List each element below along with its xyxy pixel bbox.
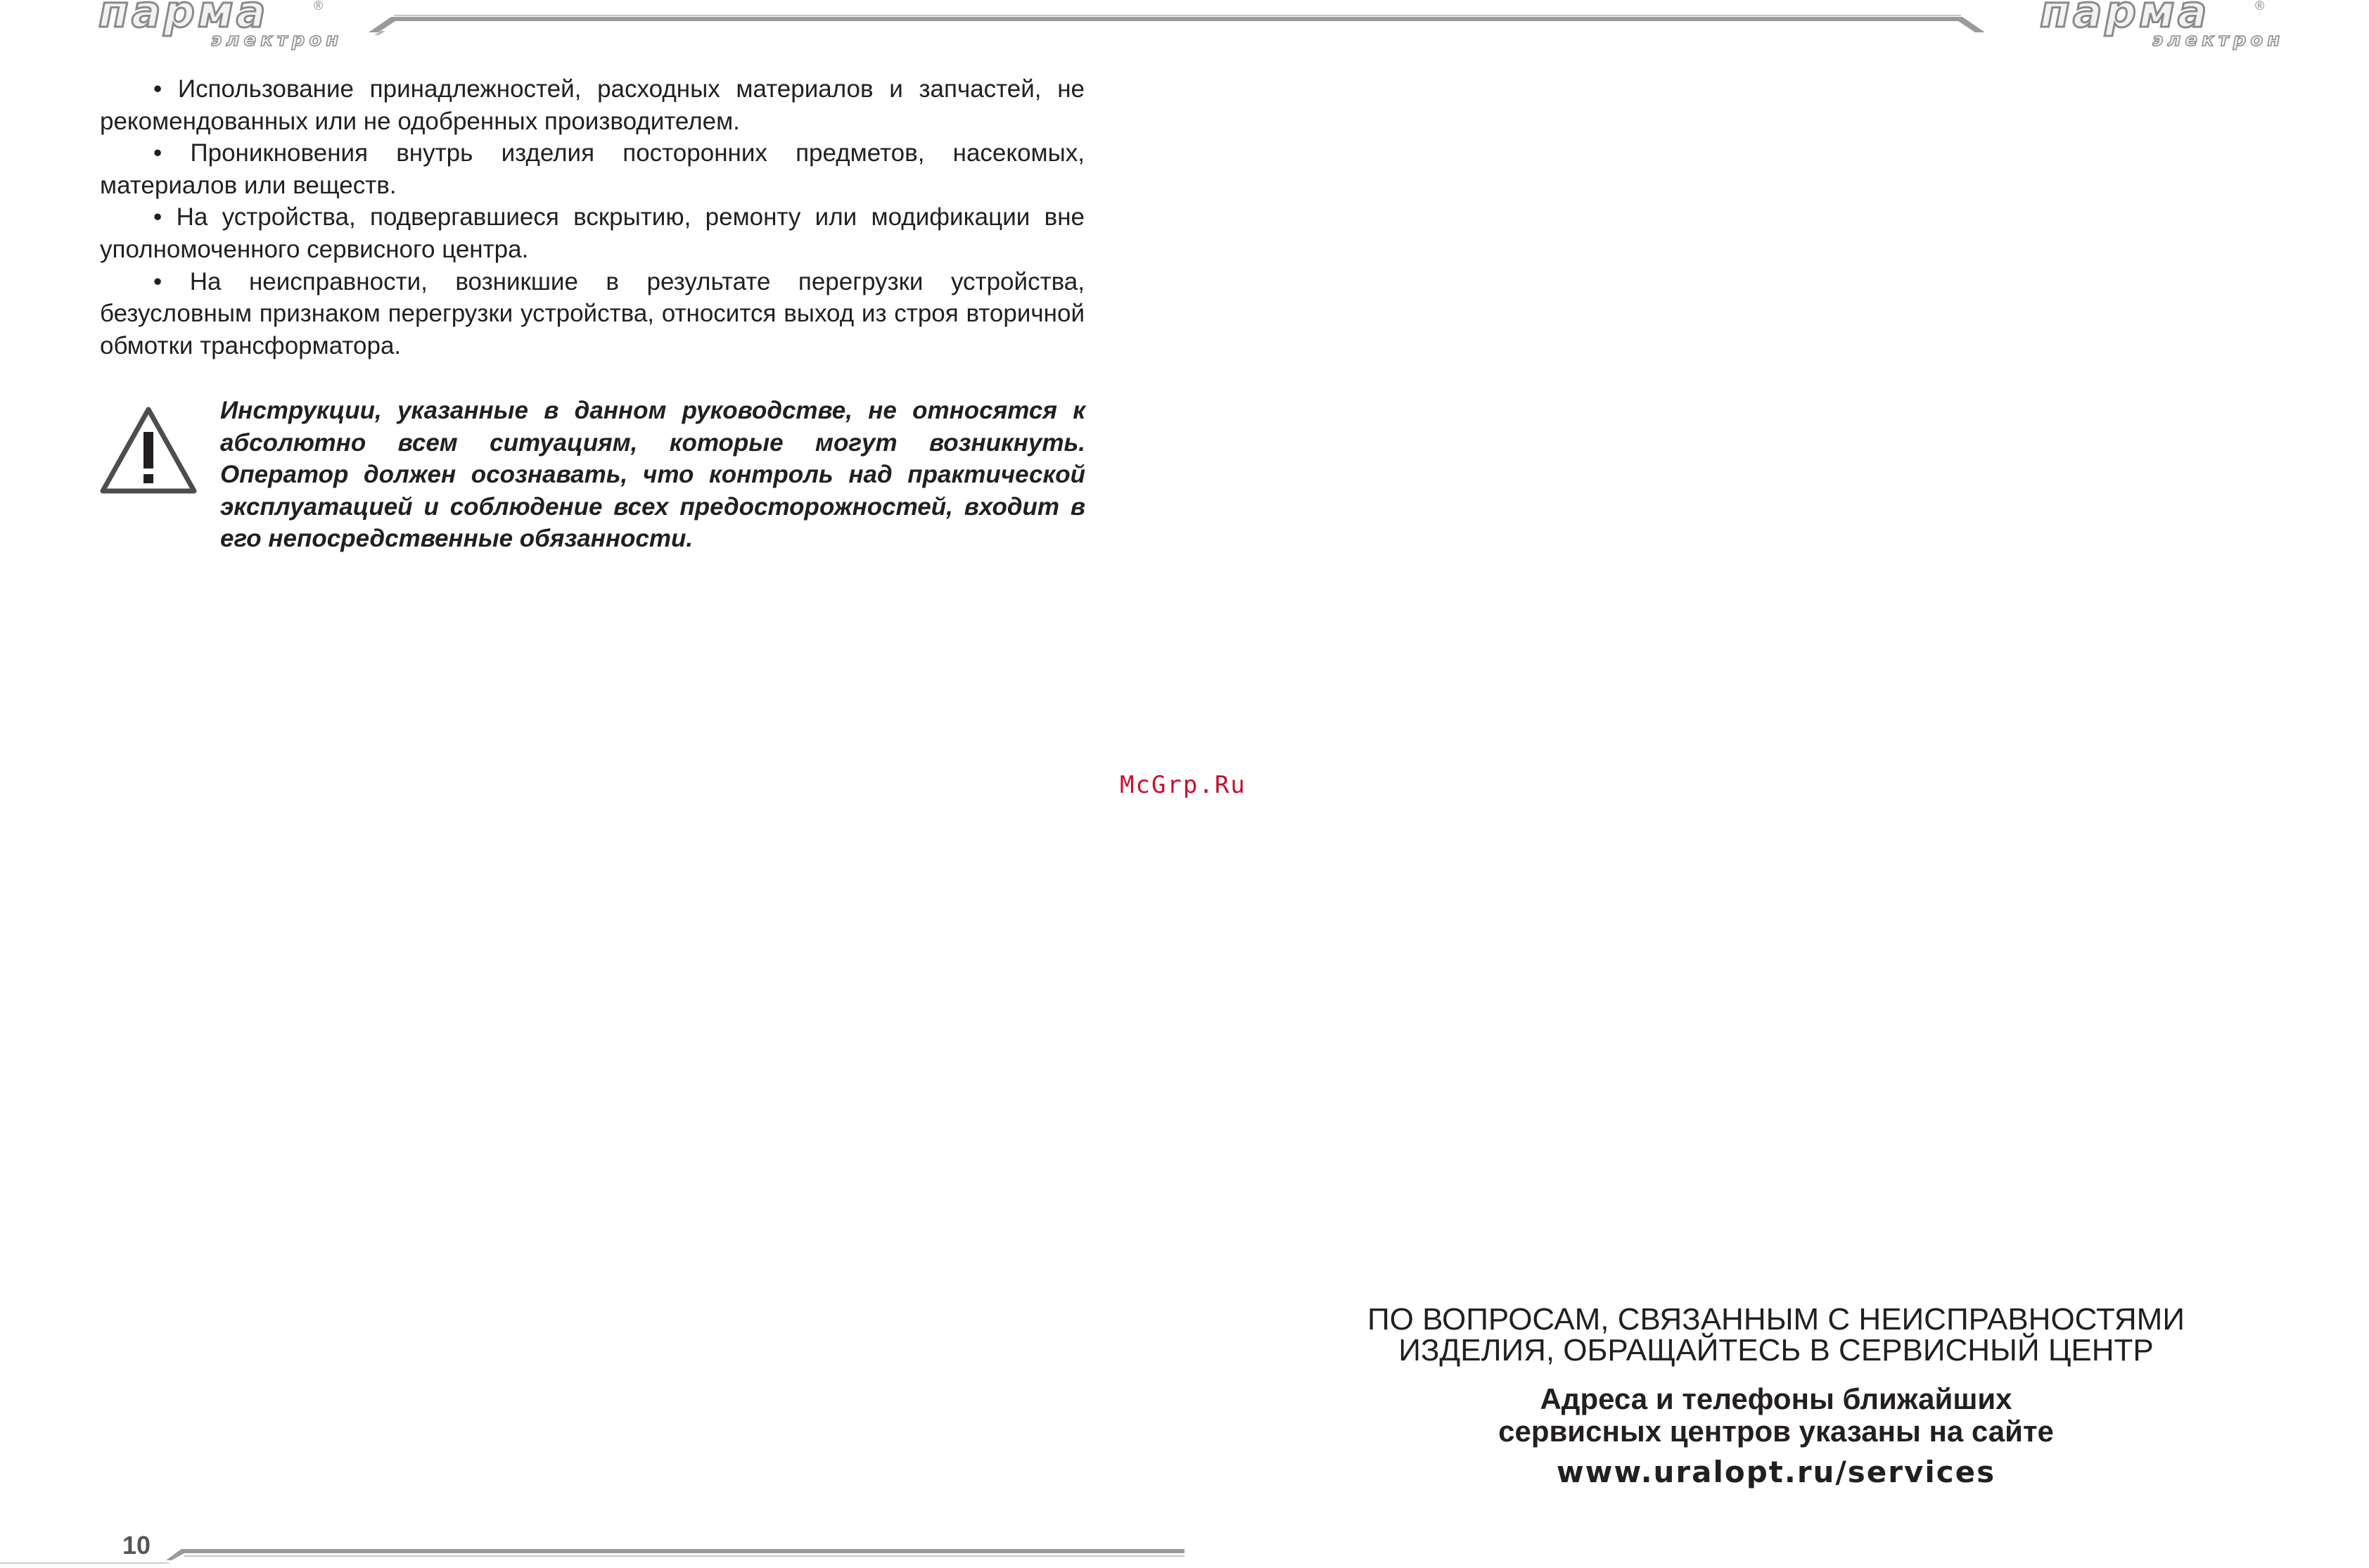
service-title-line: ПО ВОПРОСАМ, СВЯЗАННЫМ С НЕИСПРАВНОСТЯМИ bbox=[1367, 1302, 2185, 1337]
service-title-line: ИЗДЕЛИЯ, ОБРАЩАЙТЕСЬ В СЕРВИСНЫЙ ЦЕНТР bbox=[1398, 1333, 2154, 1368]
list-item: • На устройства, подвергавшиеся вскрытию, ремонту или модификации вне уполномоченного сервисного центра. bbox=[100, 203, 1085, 263]
service-center-heading bbox=[1322, 1304, 2230, 1366]
service-center-subheading bbox=[1322, 1383, 2230, 1448]
footer-rule bbox=[0, 1538, 1196, 1566]
list-item: • На неисправности, возникшие в результате перегрузки устройства, безусловным признаком перегрузки устройства, относится выход из строя вторичной обмотки трансформатора. bbox=[100, 267, 1085, 359]
warning-triangle-icon bbox=[98, 405, 198, 497]
logo-brand-text: парма bbox=[98, 0, 269, 37]
registered-mark: ® bbox=[314, 0, 324, 13]
page-number: 10 bbox=[122, 1531, 151, 1560]
service-url-link[interactable]: www.uralopt.ru/services bbox=[1556, 1455, 1996, 1489]
service-sub-line: сервисных центров указаны на сайте bbox=[1498, 1415, 2054, 1448]
logo-sub-text: электрон bbox=[211, 30, 343, 51]
operator-warning-text: Инструкции, указанные в данном руководстве, не относятся к абсолютно всем ситуациям, которые могут возникнуть. Оператор должен осознавать, что контроль над практической эксплуатацией и соблюдение всех предосторожностей, входит в его непосредственные обязанности. bbox=[220, 397, 1085, 553]
brand-logo-right bbox=[2040, 0, 2285, 56]
watermark: McGrp.Ru bbox=[1120, 771, 1246, 799]
registered-mark: ® bbox=[2255, 0, 2265, 13]
list-item: • Проникновения внутрь изделия посторонних предметов, насекомых, материалов или веществ. bbox=[100, 139, 1085, 199]
logo-sub-text: электрон bbox=[2152, 30, 2285, 51]
header-rule bbox=[0, 0, 2369, 42]
logo-brand-text: парма bbox=[2040, 0, 2210, 37]
list-item: • Использование принадлежностей, расходных материалов и запчастей, не рекомендованных или не одобренных производителем. bbox=[100, 75, 1085, 135]
brand-logo-left bbox=[98, 0, 343, 56]
service-sub-line: Адреса и телефоны ближайших bbox=[1540, 1382, 2012, 1415]
warranty-exclusions-list bbox=[100, 73, 1085, 362]
